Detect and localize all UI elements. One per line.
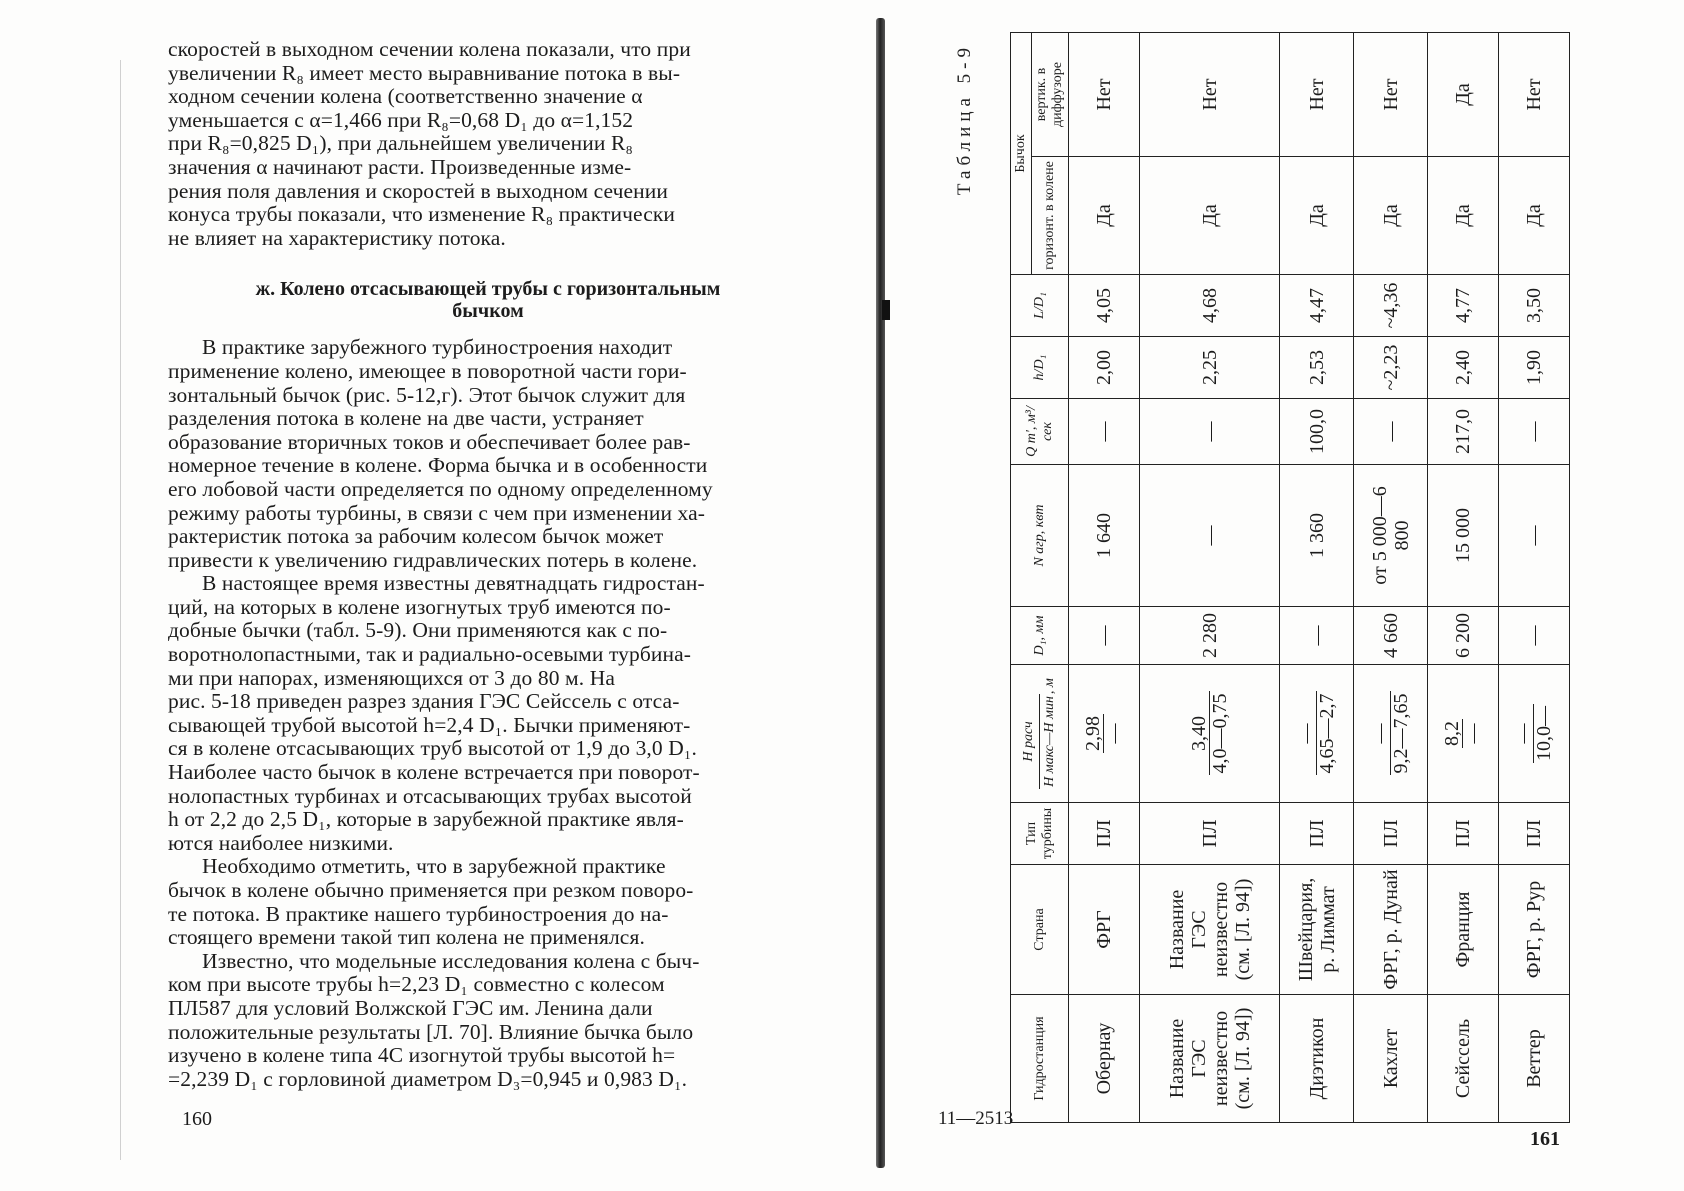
cell-pier-vertical: Нет	[1280, 32, 1354, 156]
head-numerator: —	[1513, 704, 1534, 763]
header-l-d1: L/D₁	[1011, 275, 1069, 337]
head-denominator: —	[1102, 723, 1125, 744]
header-head-den: H макс—H мин	[1042, 696, 1057, 787]
table-5-9	[1010, 32, 1570, 1123]
header-country: Страна	[1011, 865, 1069, 995]
cell-head	[1354, 665, 1428, 803]
left-page	[168, 38, 808, 1091]
header-d1: D₁, мм	[1011, 607, 1069, 665]
cell-power: —	[1499, 465, 1570, 607]
head-fraction	[1083, 714, 1124, 753]
cell-country: Название ГЭС неизвестно (см. [Л. 94])	[1139, 865, 1279, 995]
cell-h-d1: 1,90	[1499, 337, 1570, 399]
header-pier-vertical: вертик. в диффузоре	[1032, 32, 1069, 156]
header-pier-group: Бычок	[1011, 32, 1032, 274]
cell-station: Название ГЭС неизвестно (см. [Л. 94])	[1139, 995, 1279, 1123]
head-fraction	[1189, 692, 1230, 776]
table-row	[1499, 32, 1570, 1122]
cell-turbine-type: ПЛ	[1499, 803, 1570, 865]
cell-station: Кахлет	[1354, 995, 1428, 1123]
cell-l-d1: 4,05	[1069, 275, 1140, 337]
header-head-num: H расч	[1019, 694, 1040, 789]
cell-pier-vertical: Нет	[1354, 32, 1428, 156]
cell-country: ФРГ, р. Дунай	[1354, 865, 1428, 995]
cell-country: ФРГ	[1069, 865, 1140, 995]
cell-station: Сейссель	[1428, 995, 1499, 1123]
table-caption: Таблица 5-9	[954, 43, 975, 196]
cell-country: Франция	[1428, 865, 1499, 995]
header-row	[1011, 32, 1032, 1122]
cell-pier-vertical: Нет	[1069, 32, 1140, 156]
cell-flow: —	[1069, 399, 1140, 465]
cell-flow: —	[1499, 399, 1570, 465]
head-denominator: 9,2—7,65	[1389, 693, 1412, 774]
head-fraction	[1442, 719, 1483, 748]
header-turbine-type: Тип турбины	[1011, 803, 1069, 865]
cell-pier-vertical: Нет	[1499, 32, 1570, 156]
cell-station: Веттер	[1499, 995, 1570, 1123]
cell-power: от 5 000—6 800	[1354, 465, 1428, 607]
cell-station: Диэтикон	[1280, 995, 1354, 1123]
cell-power: 1 360	[1280, 465, 1354, 607]
cell-power: 15 000	[1428, 465, 1499, 607]
cell-turbine-type: ПЛ	[1139, 803, 1279, 865]
table-row	[1069, 32, 1140, 1122]
head-denominator: —	[1462, 723, 1485, 744]
header-station: Гидростанция	[1011, 995, 1069, 1123]
header-flow: Q т', м³/сек	[1011, 399, 1069, 465]
head-denominator: 4,65—2,7	[1315, 693, 1338, 774]
head-numerator: —	[1370, 692, 1391, 776]
cell-power: —	[1139, 465, 1279, 607]
cell-pier-vertical: Нет	[1139, 32, 1279, 156]
head-numerator: 2,98	[1081, 716, 1104, 751]
cell-flow: 217,0	[1428, 399, 1499, 465]
head-numerator: —	[1296, 692, 1317, 776]
cell-d1: 2 280	[1139, 607, 1279, 665]
paragraph-stations: В настоящее время известны девятнадцать гидростан- ций, на которых в колене изогнутых труб имеются по- добные бычки (табл. 5-9). Они применяются как с по- воротнолопастными, так и радиально-осевыми турбина- ми при напорах, изменяющихся от 3 до 80 м. На рис. 5-18 приведен разрез здания ГЭС Сейссель с отса- сывающей трубой высотой h=2,4 D₁. Бычки применяют- ся в колене отсасывающих труб высотой от 1,9 до 3,0 D₁. Наиболее часто бычок в колене встречается при поворот- нолопастных турбинах и отсасывающих трубах высотой h от 2,2 до 2,5 D₁, которые в зарубежной практике явля- ются наиболее низкими.	[168, 571, 705, 855]
paragraph-pier-intro: В практике зарубежного турбиностроения находит применение колено, имеющее в поворотной части гори- зонтальный бычок (рис. 5-12,г). Этот бычок служит для разделения потока в колене на две части, устраняет образование вторичных токов и обеспечивает более рав- номерное течение в колене. Форма бычка и в особенности его лобовой части определяется по одному определенному режиму работы турбины, в связи с чем при изменении ха- рактеристик потока за рабочим колесом бычок может привести к увеличению гидравлических потерь в колене.	[168, 335, 713, 572]
cell-pier-horizontal: Да	[1139, 157, 1279, 275]
table-row	[1280, 32, 1354, 1122]
cell-d1: —	[1499, 607, 1570, 665]
cell-station: Обернау	[1069, 995, 1140, 1123]
cell-turbine-type: ПЛ	[1069, 803, 1140, 865]
head-fraction	[1296, 692, 1337, 776]
print-code: 11—2513	[938, 1108, 1014, 1129]
head-numerator: 8,2	[1441, 721, 1464, 746]
head-denominator: 4,0—0,75	[1208, 693, 1231, 774]
cell-h-d1: 2,53	[1280, 337, 1354, 399]
cell-country: Швейцария, р. Лиммат	[1280, 865, 1354, 995]
cell-head	[1280, 665, 1354, 803]
header-power: N агр, квт	[1011, 465, 1069, 607]
section-title: ж. Колено отсасывающей трубы с горизонтальным бычком	[255, 278, 721, 323]
cell-flow: 100,0	[1280, 399, 1354, 465]
cell-pier-vertical: Да	[1428, 32, 1499, 156]
cell-h-d1: 2,25	[1139, 337, 1279, 399]
cell-d1: 6 200	[1428, 607, 1499, 665]
table-body	[1069, 32, 1570, 1122]
cell-pier-horizontal: Да	[1069, 157, 1140, 275]
paragraph-practice: Необходимо отметить, что в зарубежной практике бычок в колене обычно применяется при резком поворо- те потока. В практике нашего турбиностроения до на- стоящего времени такой тип колена не применялся.	[168, 854, 694, 950]
page-edge-shadow	[120, 60, 121, 1160]
cell-h-d1: 2,40	[1428, 337, 1499, 399]
cell-pier-horizontal: Да	[1499, 157, 1570, 275]
paragraph-velocity: скоростей в выходном сечении колена показали, что при увеличении R₈ имеет место выравнивание потока в вы- ходном сечении колена (соответственно значение α уменьшается с α=1,466 при R₈=0,68 D₁ до α=1,152 при R₈=0,825 D₁), при дальнейшем увеличении R₈ значения α начинают расти. Произведенные изме- рения поля давления и скоростей в выходном сечении конуса трубы показали, что изменение R₈ практически не влияет на характеристику потока.	[168, 37, 691, 250]
binding-mark	[882, 300, 890, 320]
cell-l-d1: 3,50	[1499, 275, 1570, 337]
head-fraction	[1513, 704, 1554, 763]
head-numerator: 3,40	[1189, 692, 1210, 776]
cell-country: ФРГ, р. Рур	[1499, 865, 1570, 995]
cell-h-d1: ~2,23	[1354, 337, 1428, 399]
cell-h-d1: 2,00	[1069, 337, 1140, 399]
cell-flow: —	[1354, 399, 1428, 465]
cell-pier-horizontal: Да	[1428, 157, 1499, 275]
cell-d1: —	[1280, 607, 1354, 665]
cell-pier-horizontal: Да	[1354, 157, 1428, 275]
cell-head	[1499, 665, 1570, 803]
header-head	[1011, 665, 1069, 803]
page-number-right: 161	[1530, 1128, 1560, 1150]
cell-d1: 4 660	[1354, 607, 1428, 665]
book-gutter	[876, 18, 885, 1168]
cell-l-d1: 4,77	[1428, 275, 1499, 337]
page-number-left: 160	[182, 1108, 212, 1130]
header-h-d1: h/D₁	[1011, 337, 1069, 399]
header-head-unit: , м	[1042, 678, 1057, 695]
cell-power: 1 640	[1069, 465, 1140, 607]
paragraph-model-tests: Известно, что модельные исследования колена с быч- ком при высоте трубы h=2,23 D₁ совместно с колесом ПЛ587 для условий Волжской ГЭС им. Ленина дали положительные результаты [Л. 70]. Влияние бычка было изучено в колене типа 4С изогнутой трубы высотой h= =2,239 D₁ с горловиной диаметром D₃=0,945 и 0,983 D₁.	[168, 948, 700, 1091]
cell-turbine-type: ПЛ	[1280, 803, 1354, 865]
head-fraction	[1370, 692, 1411, 776]
header-pier-horizontal: горизонт. в колене	[1032, 157, 1069, 275]
cell-head	[1428, 665, 1499, 803]
cell-turbine-type: ПЛ	[1354, 803, 1428, 865]
cell-l-d1: ~4,36	[1354, 275, 1428, 337]
table-row	[1139, 32, 1279, 1122]
cell-l-d1: 4,68	[1139, 275, 1279, 337]
cell-flow: —	[1139, 399, 1279, 465]
cell-pier-horizontal: Да	[1280, 157, 1354, 275]
cell-l-d1: 4,47	[1280, 275, 1354, 337]
head-denominator: 10,0—	[1533, 706, 1556, 761]
cell-head	[1069, 665, 1140, 803]
cell-turbine-type: ПЛ	[1428, 803, 1499, 865]
cell-d1: —	[1069, 607, 1140, 665]
cell-head	[1139, 665, 1279, 803]
table-row	[1354, 32, 1428, 1122]
table-row	[1428, 32, 1499, 1122]
